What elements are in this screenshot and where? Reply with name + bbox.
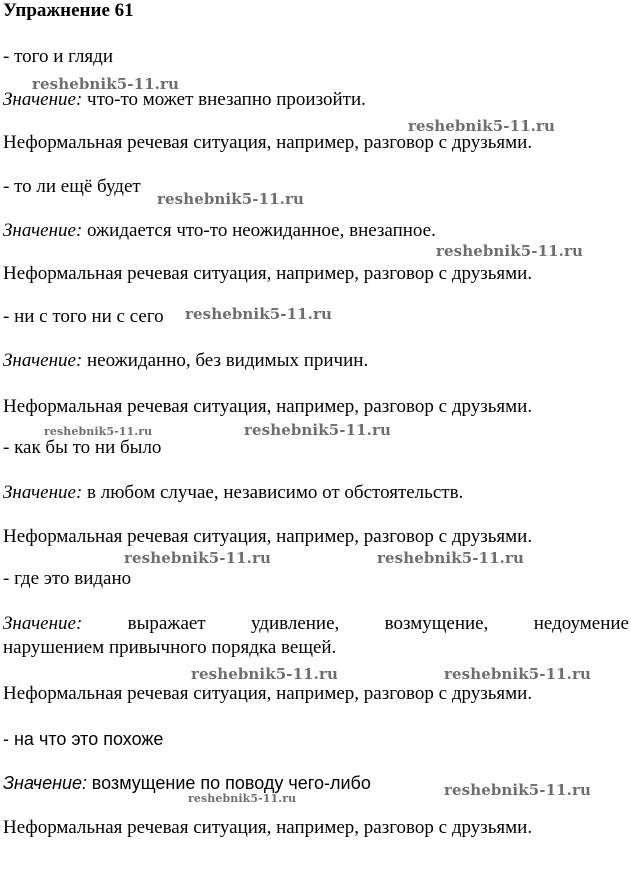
meaning-label: Значение: [3,89,83,110]
phrase-5: - где это видано [3,568,132,589]
watermark: reshebnik5-11.ru [408,117,555,135]
situation-5: Неформальная речевая ситуация, например, разговор с друзьями. [3,683,533,704]
meaning-label: Значение: [3,482,83,503]
meaning-text: ожидается что-то неожиданное, внезапное. [87,220,436,241]
watermark: reshebnik5-11.ru [444,665,591,683]
phrase-1: - того и гляди [3,46,114,67]
meaning-3 [3,350,368,372]
watermark: reshebnik5-11.ru [185,305,332,323]
meaning-6 [3,772,371,795]
meaning-label: Значение: [3,613,83,634]
watermark: reshebnik5-11.ru [157,190,304,208]
situation-6: Неформальная речевая ситуация, например, разговор с друзьями. [3,817,533,838]
meaning-label: Значение: [3,220,83,241]
meaning-label: Значение: [3,350,83,371]
meaning-label: Значение: [3,773,88,793]
watermark: reshebnik5-11.ru [377,549,524,567]
meaning-4 [3,482,463,504]
meaning-text: в любом случае, независимо от обстоятельств. [87,482,464,503]
meaning-word: возмущение, [384,613,489,634]
situation-3: Неформальная речевая ситуация, например, разговор с друзьями. [3,396,533,417]
meaning-text: что-то может внезапно произойти. [87,89,366,110]
situation-1: Неформальная речевая ситуация, например, разговор с друзьями. [3,132,533,153]
phrase-4: - как бы то ни было [3,437,162,458]
phrase-2: - то ли ещё будет [3,176,141,197]
situation-4: Неформальная речевая ситуация, например, разговор с друзьями. [3,526,533,547]
meaning-word: выражает [127,613,206,634]
phrase-6: - на что это похоже [3,729,164,749]
meaning-word: удивление, [250,613,340,634]
watermark: reshebnik5-11.ru [188,792,297,805]
situation-2: Неформальная речевая ситуация, например, разговор с друзьями. [3,263,533,284]
watermark: reshebnik5-11.ru [44,425,153,438]
watermark: reshebnik5-11.ru [244,421,391,439]
meaning-text: возмущение по поводу чего-либо [91,773,371,793]
watermark: reshebnik5-11.ru [32,75,179,93]
watermark: reshebnik5-11.ru [436,242,583,260]
meaning-text: неожиданно, без видимых причин. [87,350,369,371]
watermark: reshebnik5-11.ru [124,549,271,567]
meaning-2 [3,220,436,242]
meaning-5-continued: нарушением привычного порядка вещей. [3,637,337,658]
watermark: reshebnik5-11.ru [191,665,338,683]
exercise-title: Упражнение 61 [3,0,134,21]
meaning-5 [3,613,629,635]
meaning-word: недоумение [533,613,629,634]
watermark: reshebnik5-11.ru [444,781,591,799]
phrase-3: - ни с того ни с сего [3,306,164,327]
